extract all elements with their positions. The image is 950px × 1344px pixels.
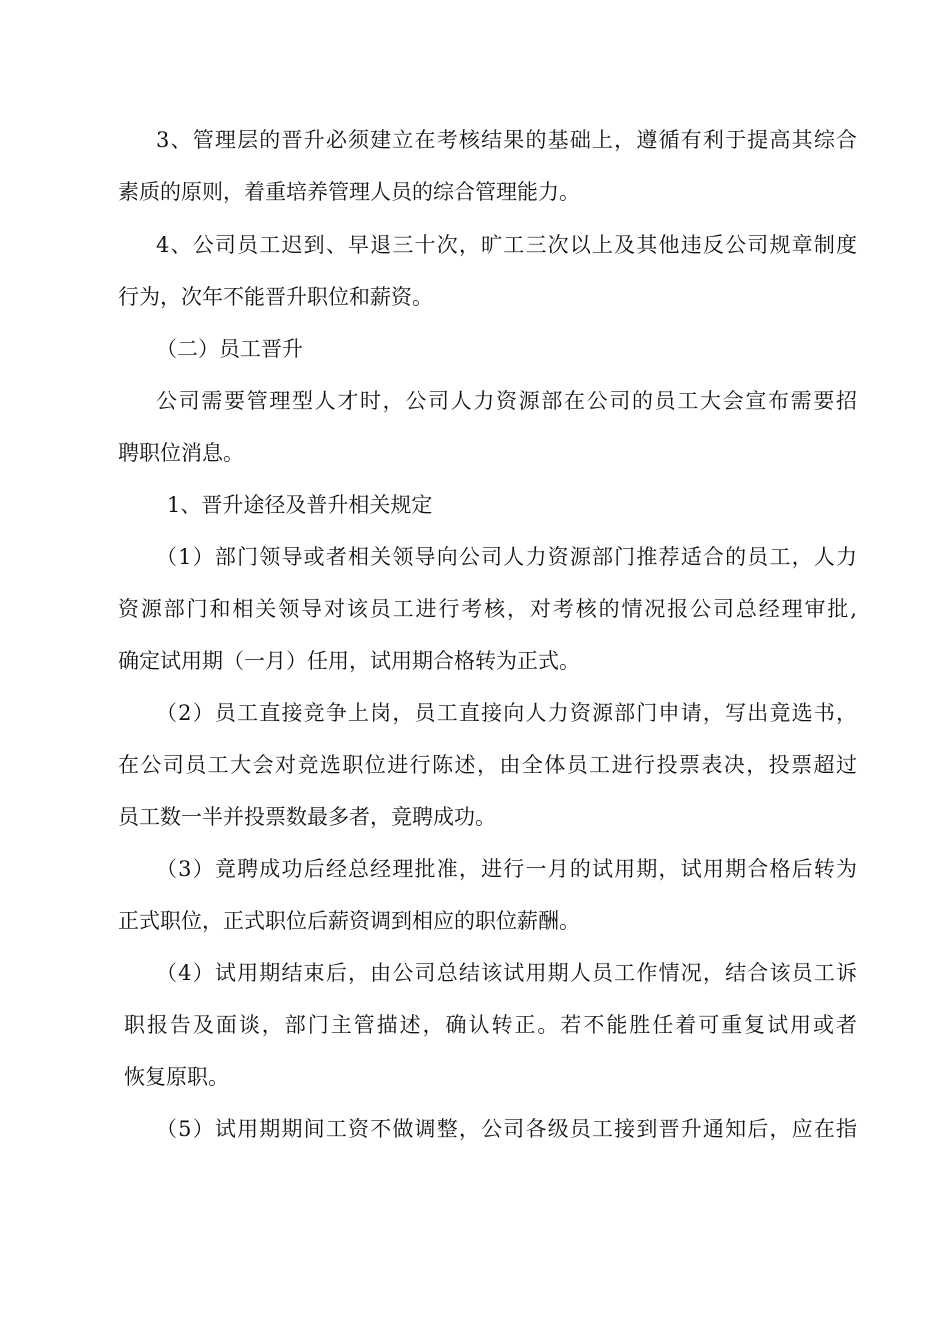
item-2-line-3: 员工数一半并投票数最多者，竟聘成功。 xyxy=(118,805,496,829)
item-4-line-2: 职报告及面谈，部门主管描述，确认转正。若不能胜任着可重复试用或者 xyxy=(124,1013,857,1037)
section-heading-employee-promotion: （二）员工晋升 xyxy=(156,337,303,361)
subheading-promotion-path: 1、晋升途径及普升相关规定 xyxy=(167,493,433,517)
item-1-line-2: 资源部门和相关领导对该员工进行考核，对考核的情况报公司总经理审批, xyxy=(118,597,857,621)
intro-line-2: 聘职位消息。 xyxy=(118,441,244,465)
item-1-line-3: 确定试用期（一月）任用，试用期合格转为正式。 xyxy=(118,649,580,673)
item-1-line-1: （1）部门领导或者相关领导向公司人力资源部门推荐适合的员工，人力 xyxy=(156,545,857,569)
item-5-line-1: （5）试用期期间工资不做调整，公司各级员工接到晋升通知后，应在指 xyxy=(156,1117,857,1141)
paragraph-3-line-1: 3、管理层的晋升必须建立在考核结果的基础上，遵循有利于提高其综合 xyxy=(156,128,857,152)
paragraph-4-line-2: 行为，次年不能晋升职位和薪资。 xyxy=(118,285,433,309)
item-4-line-3: 恢复原职。 xyxy=(124,1065,229,1089)
item-2-line-2: 在公司员工大会对竞选职位进行陈述，由全体员工进行投票表决，投票超过 xyxy=(118,753,857,777)
paragraph-4-line-1: 4、公司员工迟到、早退三十次，旷工三次以上及其他违反公司规章制度 xyxy=(156,233,857,257)
paragraph-3-line-2: 素质的原则，着重培养管理人员的综合管理能力。 xyxy=(118,180,580,204)
item-3-line-2: 正式职位，正式职位后薪资调到相应的职位薪酬。 xyxy=(118,909,580,933)
item-4-line-1: （4）试用期结束后，由公司总结该试用期人员工作情况，结合该员工诉 xyxy=(156,961,857,985)
item-3-line-1: （3）竟聘成功后经总经理批准，进行一月的试用期，试用期合格后转为 xyxy=(156,857,857,881)
intro-line-1: 公司需要管理型人才时，公司人力资源部在公司的员工大会宣布需要招 xyxy=(156,389,857,413)
item-2-line-1: （2）员工直接竞争上岗，员工直接向人力资源部门申请，写出竟选书， xyxy=(156,701,857,725)
